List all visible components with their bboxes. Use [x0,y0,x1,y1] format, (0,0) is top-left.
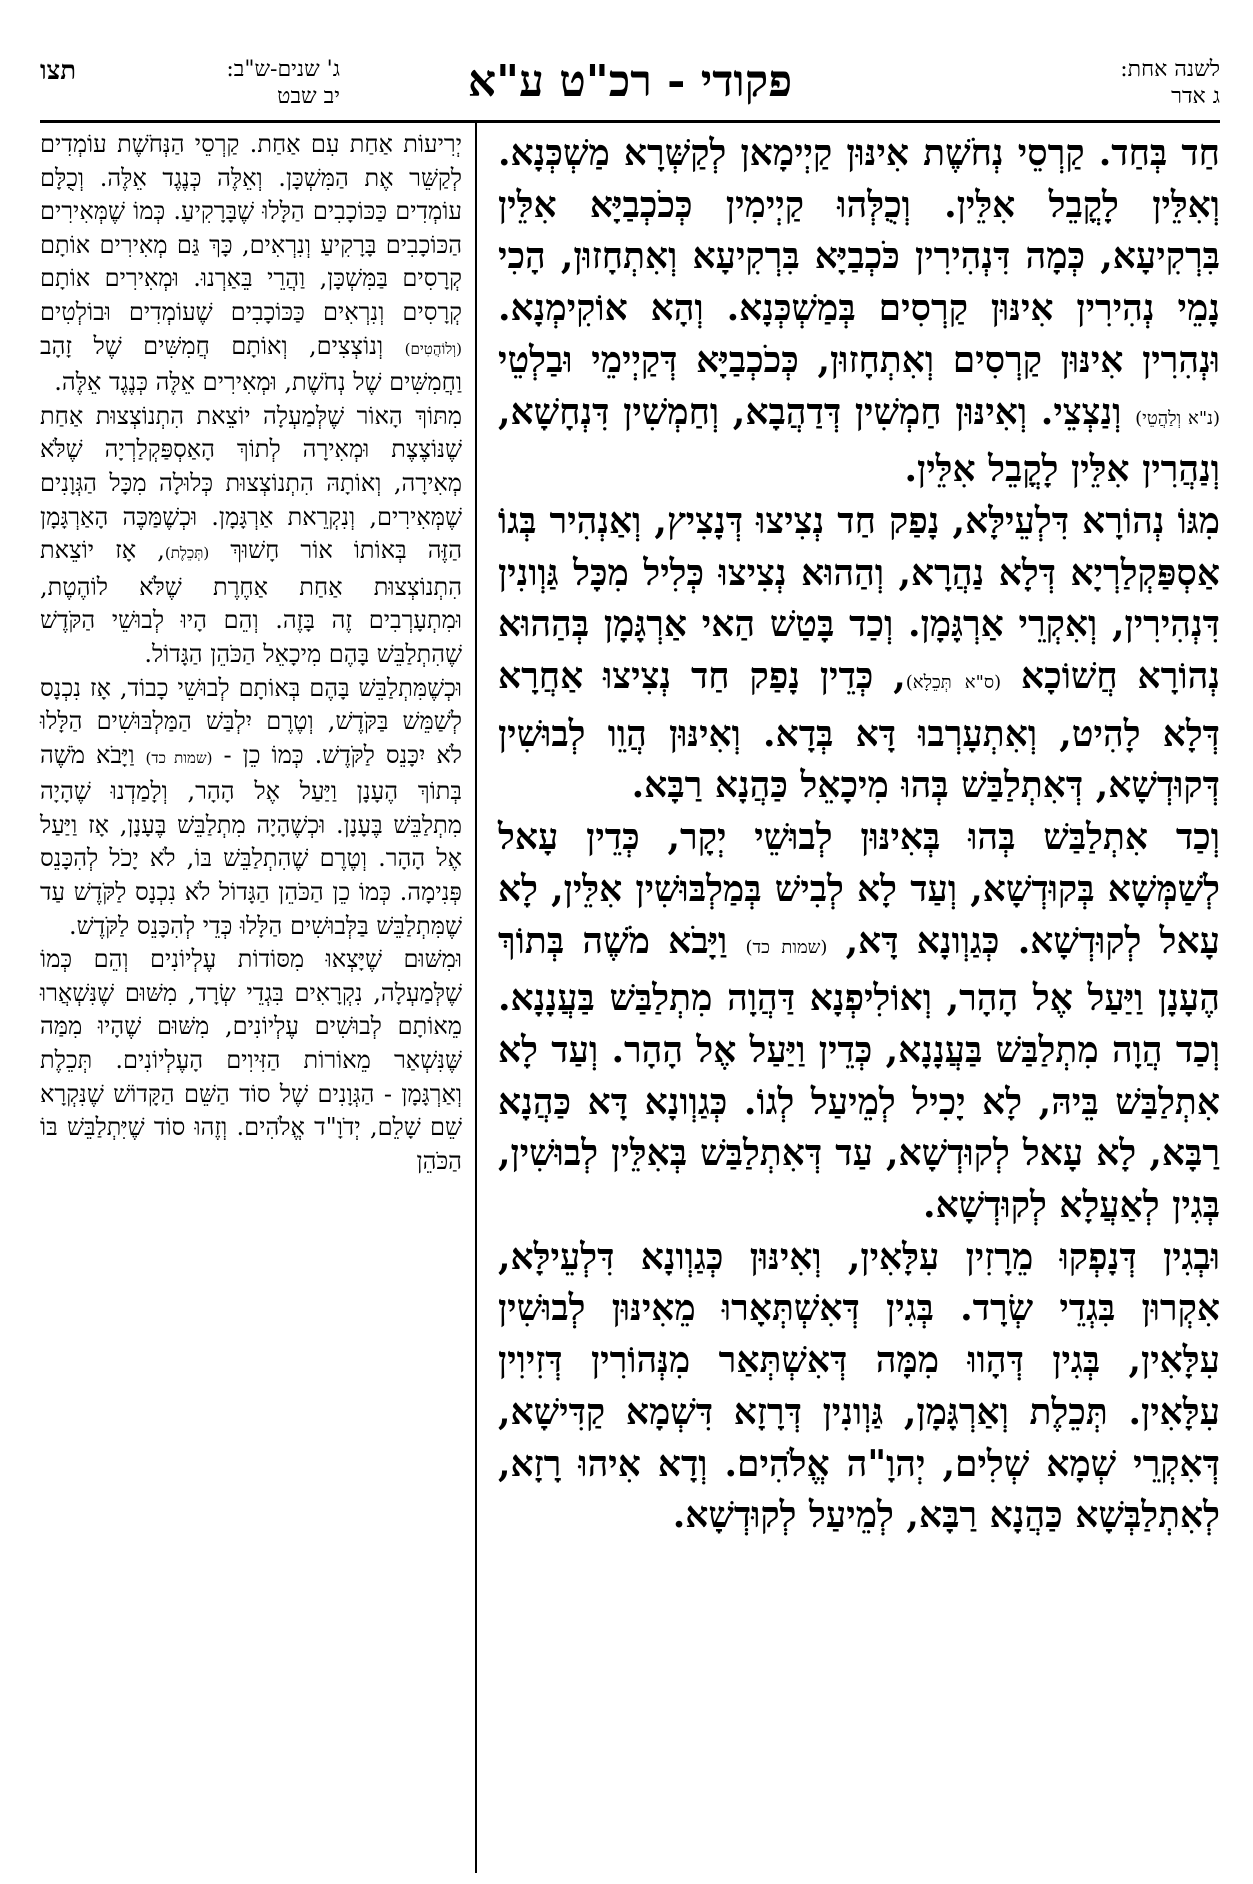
translation-paragraph: וּכְשֶׁמִּתְלַבֵּשׁ בָּהֶם בְּאוֹתָם לְבוּשֵׁי כָבוֹד, אָז נִכְנָס לְשַׁמֵּשׁ בַּקֹּדֶשׁ, וְטֶרֶם יִלְבַּשׁ הַמַּלְבּוּשִׁים הַלָּלוּ לֹא יִכָּנֵס לַקֹּדֶשׁ. כְּמוֹ כֵן - (שמות כד) וַיָּבֹא מֹשֶׁה בְּתוֹךְ הֶעָנָן וַיַּעַל אֶל הָהָר, וְלָמַדְנוּ שֶׁהָיָה מִתְלַבֵּשׁ בֶּעָנָן. וּכְשֶׁהָיָה מִתְלַבֵּשׁ בֶּעָנָן, אָז וַיַּעַל אֶל הָהָר. וְטֶרֶם שֶׁהִתְלַבֵּשׁ בּוֹ, לֹא יָכֹל לְהִכָּנֵס פְּנִימָה. כְּמוֹ כֵן הַכֹּהֵן הַגָּדוֹל לֹא נִכְנָס לַקֹּדֶשׁ עַד שֶׁמִּתְלַבֵּשׁ בַּלְּבוּשִׁים הַלָּלוּ כְּדֵי לְהִכָּנֵס לַקֹּדֶשׁ. [40,673,462,940]
verse-reference: (שמות כד) [145,748,213,767]
header-divider [40,120,1220,123]
alt-reading-note: (נ"א וְלַהֲטֵי) [1135,407,1220,429]
header-one-year-schedule [1020,56,1220,110]
three-year-label: ג' שנים-ש"ב: [226,57,340,82]
column-divider [475,123,477,1873]
translation-paragraph: יְרִיעוֹת אַחַת עִם אַחַת. קַרְסֵי הַנְּחֹשֶׁת עוֹמְדִים לְקַשֵּׁר אֶת הַמִּשְׁכָּן. וְאֵלֶּה כְּנֶגֶד אֵלֶּה. וְכֻלָּם עוֹמְדִים כַּכּוֹכָבִים הַלָּלוּ שֶׁבָּרָקִיעַ. כְּמוֹ שֶׁמְּאִירִים הַכּוֹכָבִים בָּרָקִיעַ וְנִרְאִים, כָּךְ גַּם מְאִירִים אוֹתָם קְרָסִים בַּמִּשְׁכָּן, וַהֲרֵי בֵּאַרְנוּ. וּמְאִירִים אוֹתָם קְרָסִים וְנִרְאִים כַּכּוֹכָבִים שֶׁעוֹמְדִים וּבוֹלְטִים (וְלוֹהֲטִים) וְנוֹצְצִים, וְאוֹתָם חֲמִשִּׁים שֶׁל זָהָב וַחֲמִשִּׁים שֶׁל נְחֹשֶׁת, וּמְאִירִים אֵלֶּה כְּנֶגֶד אֵלֶּה. [40,130,462,397]
translation-paragraph: וּמִשּׁוּם שֶׁיָּצְאוּ מִסּוֹדוֹת עֶלְיוֹנִים וְהֵם כְּמוֹ שֶׁלְּמַעְלָה, נִקְרָאִים בִּגְדֵי שְׂרָד, מִשּׁוּם שֶׁנִּשְׁאֲרוּ מֵאוֹתָם לְבוּשִׁים עֶלְיוֹנִים, מִשּׁוּם שֶׁהָיוּ מִמַּה שֶּׁנִּשְׁאַר מֵאוֹרוֹת הַזִּיוִים הָעֶלְיוֹנִים. תְּכֵלֶת וְאַרְגָּמָן - הַגְּוָנִים שֶׁל סוֹד הַשֵּׁם הַקָּדוֹשׁ שֶׁנִּקְרָא שֵׁם שָׁלֵם, יְדֹוָ"ד אֱלֹהִים. וְזֶהוּ סוֹד שֶׁיִּתְלַבֵּשׁ בּוֹ הַכֹּהֵן [40,945,462,1175]
three-year-date: יב שבט [277,84,340,109]
alt-reading-note: (תְּכֵלֶת) [164,544,210,563]
main-paragraph: מִגּוֹ נְהוֹרָא דִּלְעֵילָּא, נָפַק חַד נְצִיצוּ דְּנָצִיץ, וְאַנְהִיר בְּגוֹ אַסְפַּקְלַרְיָא דְּלָא נַהֲרָא, וְהַהוּא נְצִיצוּ כְּלִיל מִכָּל גַּוְונִין דִּנְהִירִין, וְאִקְרֵי אַרְגָּמָן. וְכַד בָּטַשׁ הַאי אַרְגָּמָן בְּהַהוּא נְהוֹרָא חֲשׁוֹכָא (ס"א תְּכֵלָא), כְּדֵין נָפַק חַד נְצִיצוּ אַחֲרָא דְּלָא לָהִיט, וְאִתְעָרְבוּ דָּא בְּדָא. וְאִינּוּן הֲוֵו לְבוּשִׁין דְּקוּדְשָׁא, דְּאִתְלַבַּשׁ בְּהוּ מִיכָאֵל כַּהֲנָא רַבָּא. [498,499,1220,807]
one-year-label: לשנה אחת: [1120,57,1220,82]
main-paragraph: חַד בְּחַד. קַרְסֵי נְחֹשֶׁת אִינּוּן קַיְימָאן לְקַשְּׁרָא מַשְׁכְּנָא. וְאִלֵּין לָקֳבֵל אִלֵּין. וְכֻלְּהוּ קַיְימִין כְּכֹכְבַיָּא אִלֵּין בִּרְקִיעָא, כְּמָה דִּנְהִירִין כֹּכְבַיָּא בִּרְקִיעָא וְאִתְחָזוּן, הָכִי נָמֵי נְהִירִין אִינּוּן קַרְסִים בְּמַשְׁכְּנָא. וְהָא אוֹקִימְנָא. וּנְהִרִין אִינּוּן קַרְסִים וְאִתְחָזוּן, כְּכֹכְבַיָּא דְּקַיְימֵי וּבַלְטֵי (נ"א וְלַהֲטֵי) וְנַצְצֵי. וְאִינּוּן חַמְשִׁין דְּדַהֲבָא, וְחַמְשִׁין דִּנְחָשָׁא, וְנַהֲרִין אִלֵּין לָקֳבֵל אִלֵּין. [498,132,1220,491]
page-title: פקודי - רכ"ט ע"א [467,56,793,107]
aramaic-text-column [498,128,1220,1542]
page-header [40,56,1220,136]
alt-reading-note: (וְלוֹהֲטִים) [404,339,462,358]
page-number: תצו [40,56,77,86]
main-paragraph: וְכַד אִתְלַבַּשׁ בְּהוּ בְּאִינּוּן לְבוּשֵׁי יְקָר, כְּדֵין עָאל לְשַׁמְּשָׁא בְּקוּדְשָׁא, וְעַד לָא לְבִישׁ בְּמַלְבּוּשִׁין אִלֵּין, לָא עָאל לְקוּדְשָׁא. כְּגַוְונָא דָּא, (שמות כד) וַיָּבֹא מֹשֶׁה בְּתוֹךְ הֶעָנָן וַיַּעַל אֶל הָהָר, וְאוֹלִיפְנָא דַּהֲוָה מִתְלַבַּשׁ בַּעֲנָנָא. וְכַד הֲוָה מִתְלַבַּשׁ בַּעֲנָנָא, כְּדֵין וַיַּעַל אֶל הָהָר. וְעַד לָא אִתְלַבַּשׁ בֵּיהּ, לָא יָכִיל לְמֵיעַל לְגוֹ. כְּגַוְונָא דָּא כַּהֲנָא רַבָּא, לָא עָאל לְקוּדְשָׁא, עַד דְּאִתְלַבַּשׁ בְּאִלֵּין לְבוּשִׁין, בְּגִין לְאַעֲלָא לְקוּדְשָׁא. [498,816,1220,1227]
alt-reading-note: (ס"א תְּכֵלָא) [905,672,1002,694]
one-year-date: ג אדר [1171,84,1220,109]
hebrew-translation-column [40,128,462,1178]
translation-paragraph: מִתּוֹךְ הָאוֹר שֶׁלְּמַעְלָה יוֹצֵאת הִתְנוֹצְצוּת אַחַת שֶׁנּוֹצֶצֶת וּמְאִירָה לְתוֹךְ הָאַסְפַּקְלַרְיָה שֶׁלֹּא מְאִירָה, וְאוֹתָהּ הִתְנוֹצְצוּת כְּלוּלָה מִכָּל הַגְּוָנִים שֶׁמְּאִירִים, וְנִקְרֵאת אַרְגָּמָן. וּכְשֶׁמַּכֶּה הָאַרְגָּמָן הַזֶּה בְּאוֹתוֹ אוֹר חָשׁוּךְ (תְּכֵלֶת), אָז יוֹצֵאת הִתְנוֹצְצוּת אַחַת אַחֶרֶת שֶׁלֹּא לוֹהֶטֶת, וּמִתְעָרְבִים זֶה בָּזֶה. וְהֵם הָיוּ לְבוּשֵׁי הַקֹּדֶשׁ שֶׁהִתְלַבֵּשׁ בָּהֶם מִיכָאֵל הַכֹּהֵן הַגָּדוֹל. [40,401,462,668]
verse-reference: (שמות כד) [745,936,828,958]
main-paragraph: וּבְגִין דְּנָפְקוּ מֵרָזִין עִלָּאִין, וְאִינּוּן כְּגַוְונָא דִּלְעֵילָּא, אִקְרוּן בִּגְדֵי שְׂרָד. בְּגִין דְּאִשְׁתְּאָרוּ מֵאִינּוּן לְבוּשִׁין עִלָּאִין, בְּגִין דְּהָווּ מִמָּה דְּאִשְׁתְּאַר מִנְּהוֹרִין דְּזִיוִין עִלָּאִין. תְּכֵלֶת וְאַרְגָּמָן, גַּוְונִין דְּרָזָא דִּשְׁמָא קַדִּישָׁא, דְּאִקְרֵי שְׁמָא שְׁלִים, יְהוָ"ה אֱלֹהִים. וְדָא אִיהוּ רָזָא, לְאִתְלַבְּשָׁא כַּהֲנָא רַבָּא, לְמֵיעַל לְקוּדְשָׁא. [498,1235,1220,1537]
